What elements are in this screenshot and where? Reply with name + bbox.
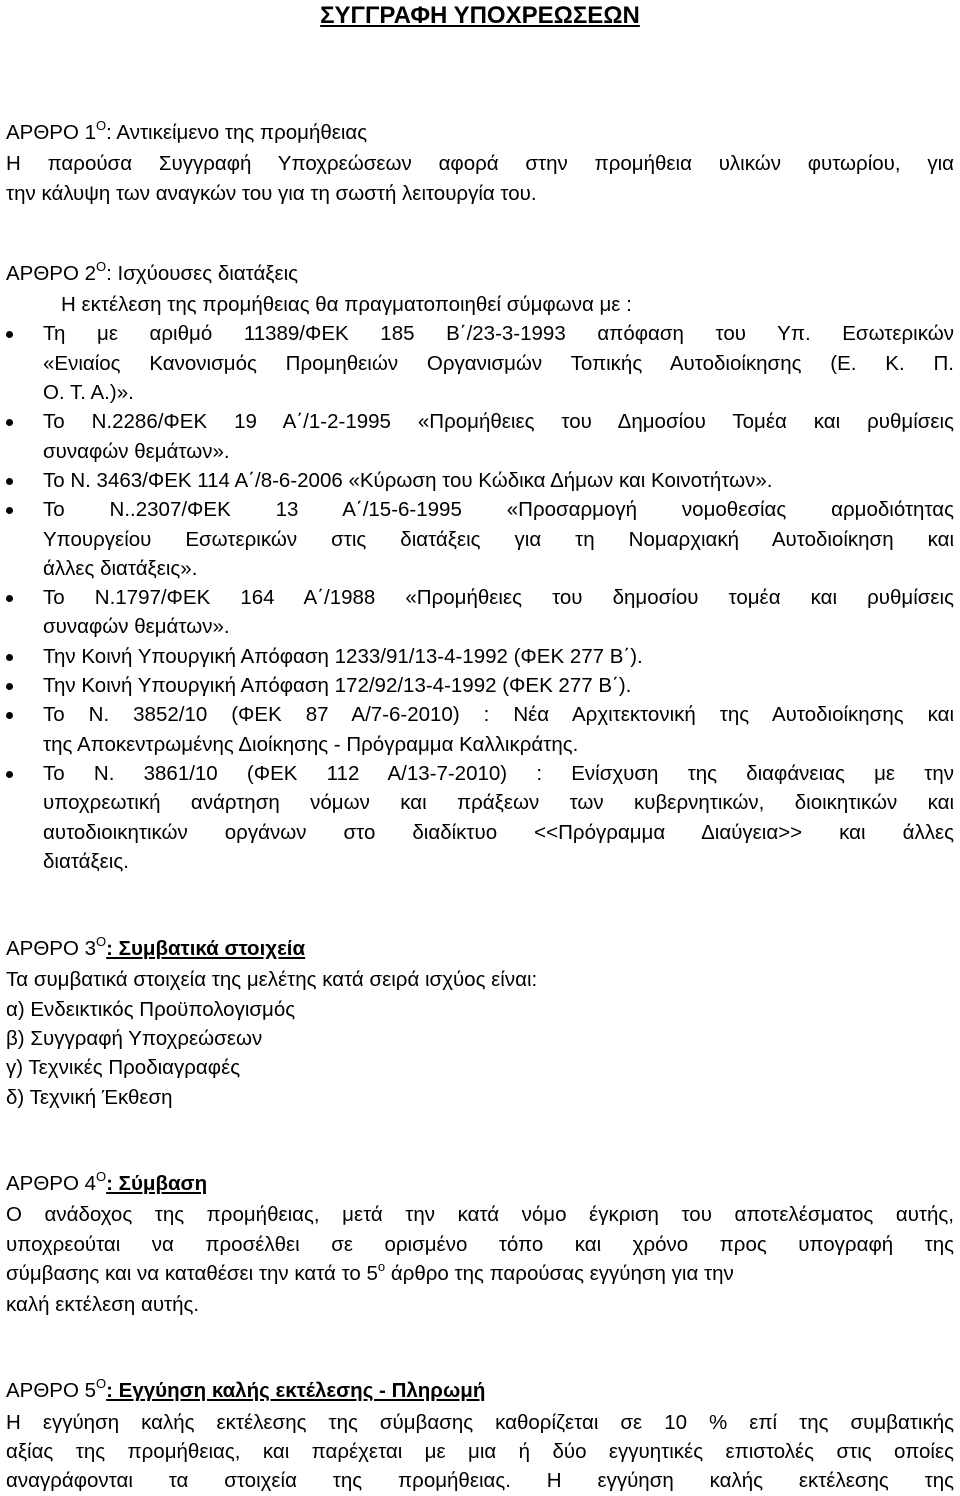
bullet-icon xyxy=(6,419,13,426)
list-item-line: Το Ν.2286/ΦΕΚ 19 Α΄/1-2-1995 «Προμήθειες του Δημοσίου Τομέα και ρυθμίσεις xyxy=(43,410,954,434)
article-5-heading xyxy=(6,1376,954,1407)
bullet-icon xyxy=(6,478,13,485)
article-2-title: : Ισχύουσες διατάξεις xyxy=(106,261,299,285)
contract-document-item: δ) Τεχνική Έκθεση xyxy=(6,1085,173,1109)
article-2-sup: Ο xyxy=(96,258,107,274)
article-3-sup: Ο xyxy=(96,934,107,950)
article-4 xyxy=(6,1169,954,1319)
bullet-icon xyxy=(6,507,13,514)
list-item xyxy=(6,466,954,495)
article-5-line: Η εγγύηση καλής εκτέλεσης της σύμβασης καθορίζεται σε 10 % επί της συμβατικής xyxy=(6,1410,954,1434)
article-4-line-part xyxy=(6,1259,734,1290)
article-4-number: ΑΡΘΡΟ 4 xyxy=(6,1171,97,1195)
list-item-line: Το Ν. 3852/10 (ΦΕΚ 87 Α/7-6-2010) : Νέα Αρχιτεκτονική της Αυτοδιοίκησης και xyxy=(43,703,954,727)
article-1 xyxy=(6,118,954,208)
article-5-number: ΑΡΘΡΟ 5 xyxy=(6,1379,97,1403)
article-4-sup: Ο xyxy=(96,1168,107,1184)
bullet-icon xyxy=(6,595,13,602)
list-item xyxy=(6,583,954,642)
article-3-line: Τα συμβατικά στοιχεία της μελέτης κατά σειρά ισχύος είναι: xyxy=(6,968,538,992)
list-item-line: Το Ν..2307/ΦΕΚ 13 Α΄/15-6-1995 «Προσαρμογή νομοθεσίας αρμοδιότητας xyxy=(43,498,954,522)
list-item-line: Το Ν. 3463/ΦΕΚ 114 Α΄/8-6-2006 «Κύρωση του Κώδικα Δήμων και Κοινοτήτων». xyxy=(43,468,773,492)
list-item xyxy=(6,759,954,876)
list-item xyxy=(6,495,954,583)
article-1-title: : Αντικείμενο της προμήθειας xyxy=(106,121,368,144)
document-page xyxy=(6,0,954,1496)
list-item-line: Ο. Τ. Α.)». xyxy=(43,381,134,405)
ordinal-sup: ο xyxy=(377,1258,386,1274)
article-3-number: ΑΡΘΡΟ 3 xyxy=(6,937,97,961)
list-item xyxy=(6,671,954,700)
article-5-line: αναγράφονται τα στοιχεία της προμήθειας. Η εγγύηση καλής εκτέλεσης της xyxy=(6,1469,954,1493)
list-item xyxy=(6,642,954,671)
list-item-line: της Αποκεντρωμένης Διοίκησης - Πρόγραμμα Καλλικράτης. xyxy=(43,732,579,756)
list-item-line: «Ενιαίος Κανονισμός Προμηθειών Οργανισμών Τοπικής Αυτοδιοίκησης (Ε. Κ. Π. xyxy=(43,351,954,375)
contract-document-item: γ) Τεχνικές Προδιαγραφές xyxy=(6,1056,241,1080)
article-3-title: : Συμβατικά στοιχεία xyxy=(106,937,306,961)
list-item xyxy=(6,407,954,466)
bullet-icon xyxy=(6,331,13,338)
article-2-heading xyxy=(6,259,954,290)
article-1-heading xyxy=(6,118,954,149)
bullet-icon xyxy=(6,683,13,690)
list-item-line: Το Ν.1797/ΦΕΚ 164 Α΄/1988 «Προμήθειες του δημοσίου τομέα και ρυθμίσεις xyxy=(43,586,954,610)
bullet-icon xyxy=(6,712,13,719)
article-2-number: ΑΡΘΡΟ 2 xyxy=(6,261,97,285)
document-title: ΣΥΓΓΡΑΦΗ ΥΠΟΧΡΕΩΣΕΩΝ xyxy=(320,2,640,29)
article-5 xyxy=(6,1376,954,1495)
article-4-line-text: άρθρο της παρούσας εγγύηση για την xyxy=(385,1261,734,1285)
list-item-line: άλλες διατάξεις». xyxy=(43,556,198,580)
contract-document-item: β) Συγγραφή Υποχρεώσεων xyxy=(6,1027,263,1051)
list-item-line: αυτοδιοικητικών οργάνων στο διαδίκτυο <<Πρόγραμμα Διαύγεια>> και άλλες xyxy=(43,820,954,844)
article-1-number: ΑΡΘΡΟ 1 xyxy=(6,121,97,144)
article-4-line: καλή εκτέλεση αυτής. xyxy=(6,1293,200,1317)
contract-document-item: α) Ενδεικτικός Προϋπολογισμός xyxy=(6,997,296,1021)
article-3 xyxy=(6,934,954,1112)
article-4-line: Ο ανάδοχος της προμήθειας, μετά την κατά νόμο έγκριση του αποτελέσματος αυτής, xyxy=(6,1203,954,1227)
article-1-sup: Ο xyxy=(96,118,107,133)
article-3-heading xyxy=(6,934,954,965)
article-4-line-text: σύμβασης και να καταθέσει την κατά το 5 xyxy=(6,1261,378,1285)
list-item-line: Τη με αριθμό 11389/ΦΕΚ 185 Β΄/23-3-1993 απόφαση του Υπ. Εσωτερικών xyxy=(43,322,954,346)
list-item-line: Την Κοινή Υπουργική Απόφαση 1233/91/13-4-1992 (ΦΕΚ 277 Β΄). xyxy=(43,644,643,668)
article-2 xyxy=(6,259,954,876)
article-4-line xyxy=(6,1259,954,1290)
list-item-line: Το Ν. 3861/10 (ΦΕΚ 112 Α/13-7-2010) : Ενίσχυση της διαφάνειας με την xyxy=(43,761,954,785)
article-4-heading xyxy=(6,1169,954,1200)
article-5-title: : Εγγύηση καλής εκτέλεσης - Πληρωμή xyxy=(106,1379,486,1403)
article-1-line: την κάλυψη των αναγκών του για τη σωστή λειτουργία του. xyxy=(6,181,537,205)
article-5-sup: Ο xyxy=(96,1376,107,1392)
list-item-line: υποχρεωτική ανάρτηση νόμων και πράξεων των κυβερνητικών, διοικητικών και xyxy=(43,791,954,815)
list-item-line: συναφών θεμάτων». xyxy=(43,615,230,639)
list-item xyxy=(6,700,954,759)
article-1-line: Η παρούσα Συγγραφή Υποχρεώσεων αφορά στην προμήθεια υλικών φυτωρίου, για xyxy=(6,152,954,176)
article-4-line: υποχρεούται να προσέλθει σε ορισμένο τόπο και χρόνο προς υπογραφή της xyxy=(6,1232,954,1256)
bullet-icon xyxy=(6,771,13,778)
article-5-line: αξίας της προμήθειας, και παρέχεται με μια ή δύο εγγυητικές επιστολές στις οποίες xyxy=(6,1439,954,1463)
legal-provisions-list xyxy=(6,319,954,876)
article-4-title: : Σύμβαση xyxy=(106,1171,208,1195)
list-item-line: διατάξεις. xyxy=(43,849,129,873)
list-item-line: Την Κοινή Υπουργική Απόφαση 172/92/13-4-1992 (ΦΕΚ 277 Β΄). xyxy=(43,674,632,698)
list-item-line: συναφών θεμάτων». xyxy=(43,439,230,463)
list-item-line: Υπουργείου Εσωτερικών στις διατάξεις για τη Νομαρχιακή Αυτοδιοίκηση και xyxy=(43,527,954,551)
bullet-icon xyxy=(6,654,13,661)
article-2-intro: Η εκτέλεση της προμήθειας θα πραγματοποιηθεί σύμφωνα με : xyxy=(61,293,632,317)
list-item xyxy=(6,319,954,407)
